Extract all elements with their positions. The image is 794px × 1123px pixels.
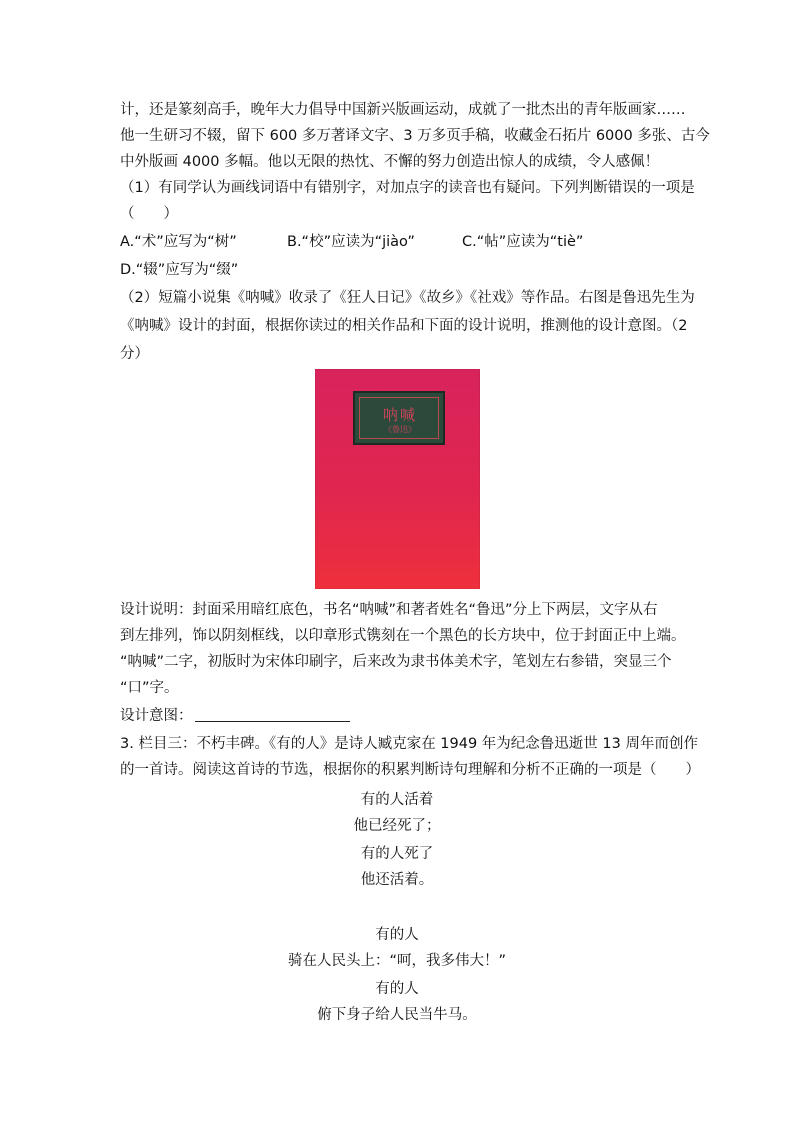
poem-line-1: 有的人活着	[360, 792, 434, 808]
intro-line-2: 他一生研习不辍，留下 600 多万著译文字、3 万多页手稿，收藏金石拓片 6000 多张、古今	[120, 128, 710, 144]
book-cover-image	[315, 369, 480, 589]
poem-line-8: 俯下身子给人民当牛马。	[317, 1007, 477, 1023]
design-intent-row	[120, 703, 680, 729]
option-a: A.“术”应写为“树”	[120, 234, 237, 250]
question-2-stem-3: 分）	[120, 346, 149, 362]
question-3-stem-1: 3. 栏目三：不朽丰碑。《有的人》是诗人臧克家在 1949 年为纪念鲁迅逝世 13 周年而创作	[120, 736, 698, 752]
poem-line-7: 有的人	[375, 981, 419, 997]
option-d: D.“辍”应写为“缀”	[120, 262, 239, 278]
question-1-stem: （1）有同学认为画线词语中有错别字，对加点字的读音也有疑问。下列判断错误的一项是	[120, 180, 695, 196]
poem-line-6: 骑在人民头上：“呵，我多伟大！”	[287, 953, 507, 969]
question-2-stem-1: （2）短篇小说集《呐喊》收录了《狂人日记》《故乡》《社戏》等作品。右图是鲁迅先生为	[120, 290, 695, 306]
cover-author: 《鲁迅》	[384, 425, 416, 434]
intro-line-1: 计，还是篆刻高手，晚年大力倡导中国新兴版画运动，成就了一批杰出的青年版画家……	[120, 102, 686, 118]
design-description-2: 到左排列，饰以阴刻框线，以印章形式镌刻在一个黑色的长方块中，位于封面正中上端。	[120, 628, 686, 644]
cover-seal-block	[353, 391, 445, 445]
design-intent-blank[interactable]	[195, 705, 350, 722]
poem-line-5: 有的人	[375, 927, 419, 943]
design-description-4: “口”字。	[120, 680, 179, 696]
intro-line-3: 中外版画 4000 多幅。他以无限的热忱、不懈的努力创造出惊人的成绩，令人感佩！	[120, 154, 660, 170]
cover-seal-frame	[359, 397, 439, 439]
poem-line-4: 他还活着。	[360, 872, 434, 888]
question-2-stem-2: 《呐喊》设计的封面，根据你读过的相关作品和下面的设计说明，推测他的设计意图。（2	[120, 318, 688, 334]
question-3-stem-2: 的一首诗。阅读这首诗的节选，根据你的积累判断诗句理解和分析不正确的一项是（ ）	[120, 762, 700, 778]
cover-title: 呐喊	[382, 406, 417, 424]
option-c: C.“帖”应读为“tiè”	[462, 234, 584, 250]
question-1-answer-parentheses: （ ）	[120, 206, 178, 222]
design-description-3: “呐喊”二字，初版时为宋体印刷字，后来改为隶书体美术字，笔划左右参错，突显三个	[120, 654, 672, 670]
poem-line-3: 有的人死了	[360, 846, 434, 862]
design-description-1: 设计说明：封面采用暗红底色，书名“呐喊”和著者姓名“鲁迅”分上下两层，文字从右	[120, 602, 658, 618]
option-b: B.“校”应读为“jiào”	[287, 234, 415, 250]
design-intent-label: 设计意图：	[120, 708, 193, 724]
poem-line-2: 他已经死了；	[353, 818, 441, 834]
